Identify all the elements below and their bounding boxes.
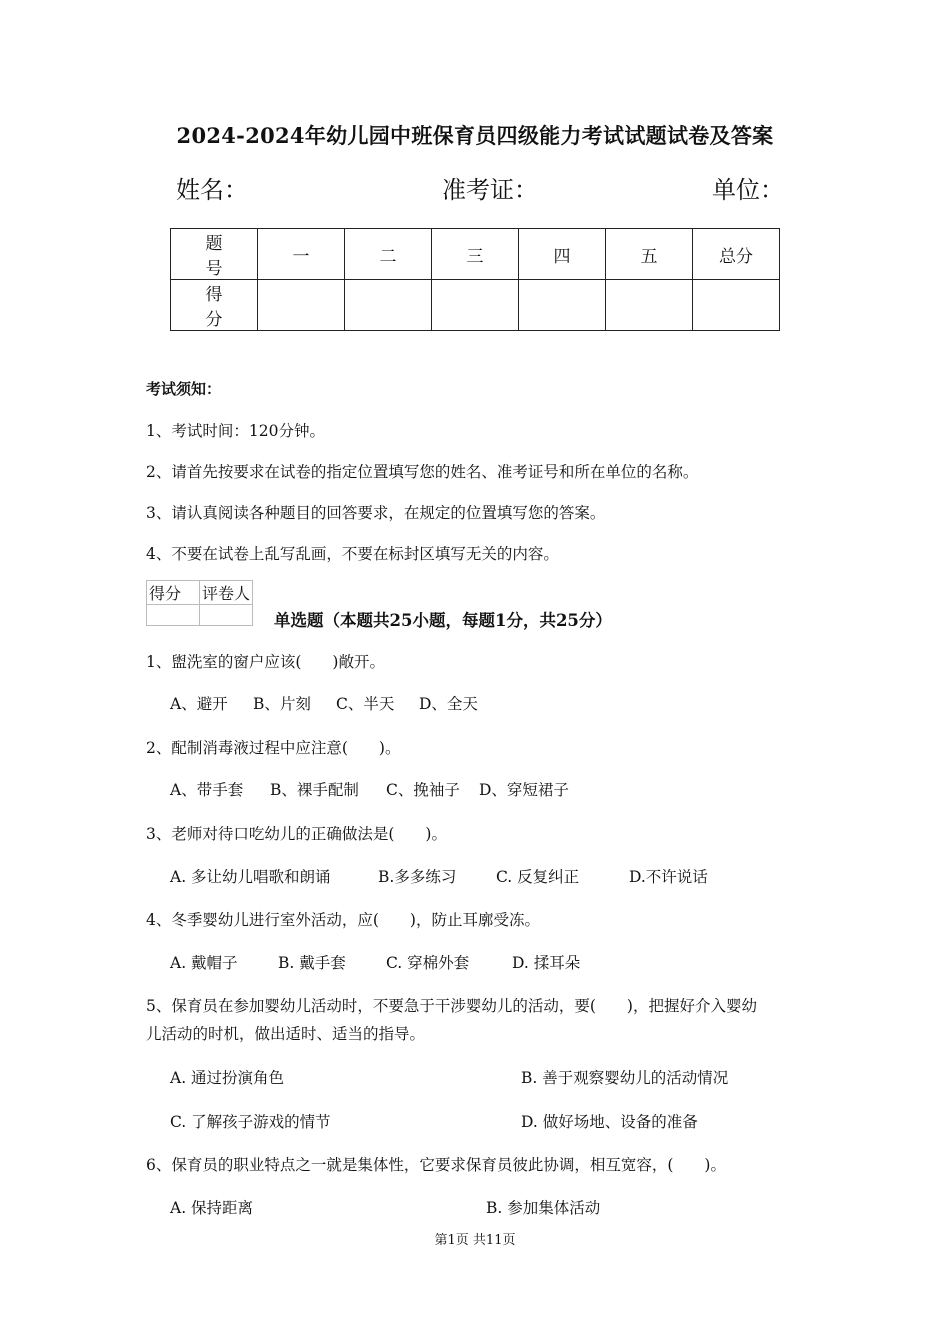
question-stem-continued: 儿活动的时机，做出适时、适当的指导。 [146,1025,426,1043]
option: B.多多练习 [378,868,457,886]
option: C、半天 [336,695,395,713]
option: A. 保持距离 [170,1199,254,1217]
option: B. 参加集体活动 [486,1199,601,1217]
option: D. 揉耳朵 [512,954,581,972]
score-table [170,228,780,331]
grader-score-label: 得分 [147,581,200,605]
option: C. 穿棉外套 [386,954,470,972]
score-header-5: 五 [606,229,693,280]
grader-box [146,580,253,626]
score-header-total: 总分 [693,229,780,280]
option: C、挽袖子 [386,781,460,799]
score-cell-5[interactable] [606,280,693,331]
question-stem: 3、老师对待口吃幼儿的正确做法是( )。 [146,825,447,843]
notice-item: 2、请首先按要求在试卷的指定位置填写您的姓名、准考证号和所在单位的名称。 [146,463,699,481]
section-title: 单选题（本题共25小题，每题1分，共25分） [274,611,612,630]
option: D、穿短裙子 [479,781,569,799]
score-cell-total[interactable] [693,280,780,331]
score-header-3: 三 [432,229,519,280]
option: C. 了解孩子游戏的情节 [170,1113,331,1131]
option: A、带手套 [170,781,244,799]
option: A、避开 [170,695,228,713]
question-stem: 1、盥洗室的窗户应该( )敞开。 [146,653,385,671]
option: D、全天 [419,695,478,713]
name-label: 姓名： [176,176,248,204]
notice-item: 1、考试时间：120分钟。 [146,422,325,440]
score-cell-2[interactable] [345,280,432,331]
page-footer: 第1页 共11页 [434,1233,516,1248]
question-stem: 5、保育员在参加婴幼儿活动时，不要急于干涉婴幼儿的活动，要( )，把握好介入婴幼 [146,997,757,1015]
page-title: 2024-2024年幼儿园中班保育员四级能力考试试题试卷及答案 [176,123,774,148]
question-stem: 2、配制消毒液过程中应注意( )。 [146,739,401,757]
score-table-header-row [171,229,780,280]
score-header-label: 题 号 [171,229,258,280]
score-table-score-row [171,280,780,331]
option: B. 戴手套 [278,954,346,972]
option: B、片刻 [253,695,311,713]
option: C. 反复纠正 [496,868,580,886]
score-header-1: 一 [258,229,345,280]
option: A. 多让幼儿唱歌和朗诵 [170,868,331,886]
option: B. 善于观察婴幼儿的活动情况 [521,1069,729,1087]
option: D. 做好场地、设备的准备 [521,1113,698,1131]
notice-heading: 考试须知： [146,380,222,398]
option: D.不许说话 [629,868,708,886]
option: A. 戴帽子 [170,954,238,972]
score-row-label: 得 分 [171,280,258,331]
notice-item: 4、不要在试卷上乱写乱画，不要在标封区填写无关的内容。 [146,545,559,563]
score-header-2: 二 [345,229,432,280]
question-stem: 6、保育员的职业特点之一就是集体性，它要求保育员彼此协调，相互宽容，( )。 [146,1156,726,1174]
unit-label: 单位： [712,176,784,204]
grader-name-label: 评卷人 [200,581,253,605]
score-cell-3[interactable] [432,280,519,331]
option: B、裸手配制 [270,781,359,799]
notice-item: 3、请认真阅读各种题目的回答要求，在规定的位置填写您的答案。 [146,504,606,522]
option: A. 通过扮演角色 [170,1069,285,1087]
grader-score-cell[interactable] [147,605,200,626]
question-stem: 4、冬季婴幼儿进行室外活动，应( )，防止耳廓受冻。 [146,911,540,929]
grader-name-cell[interactable] [200,605,253,626]
score-header-4: 四 [519,229,606,280]
exam-number-label: 准考证： [442,176,538,204]
score-cell-4[interactable] [519,280,606,331]
